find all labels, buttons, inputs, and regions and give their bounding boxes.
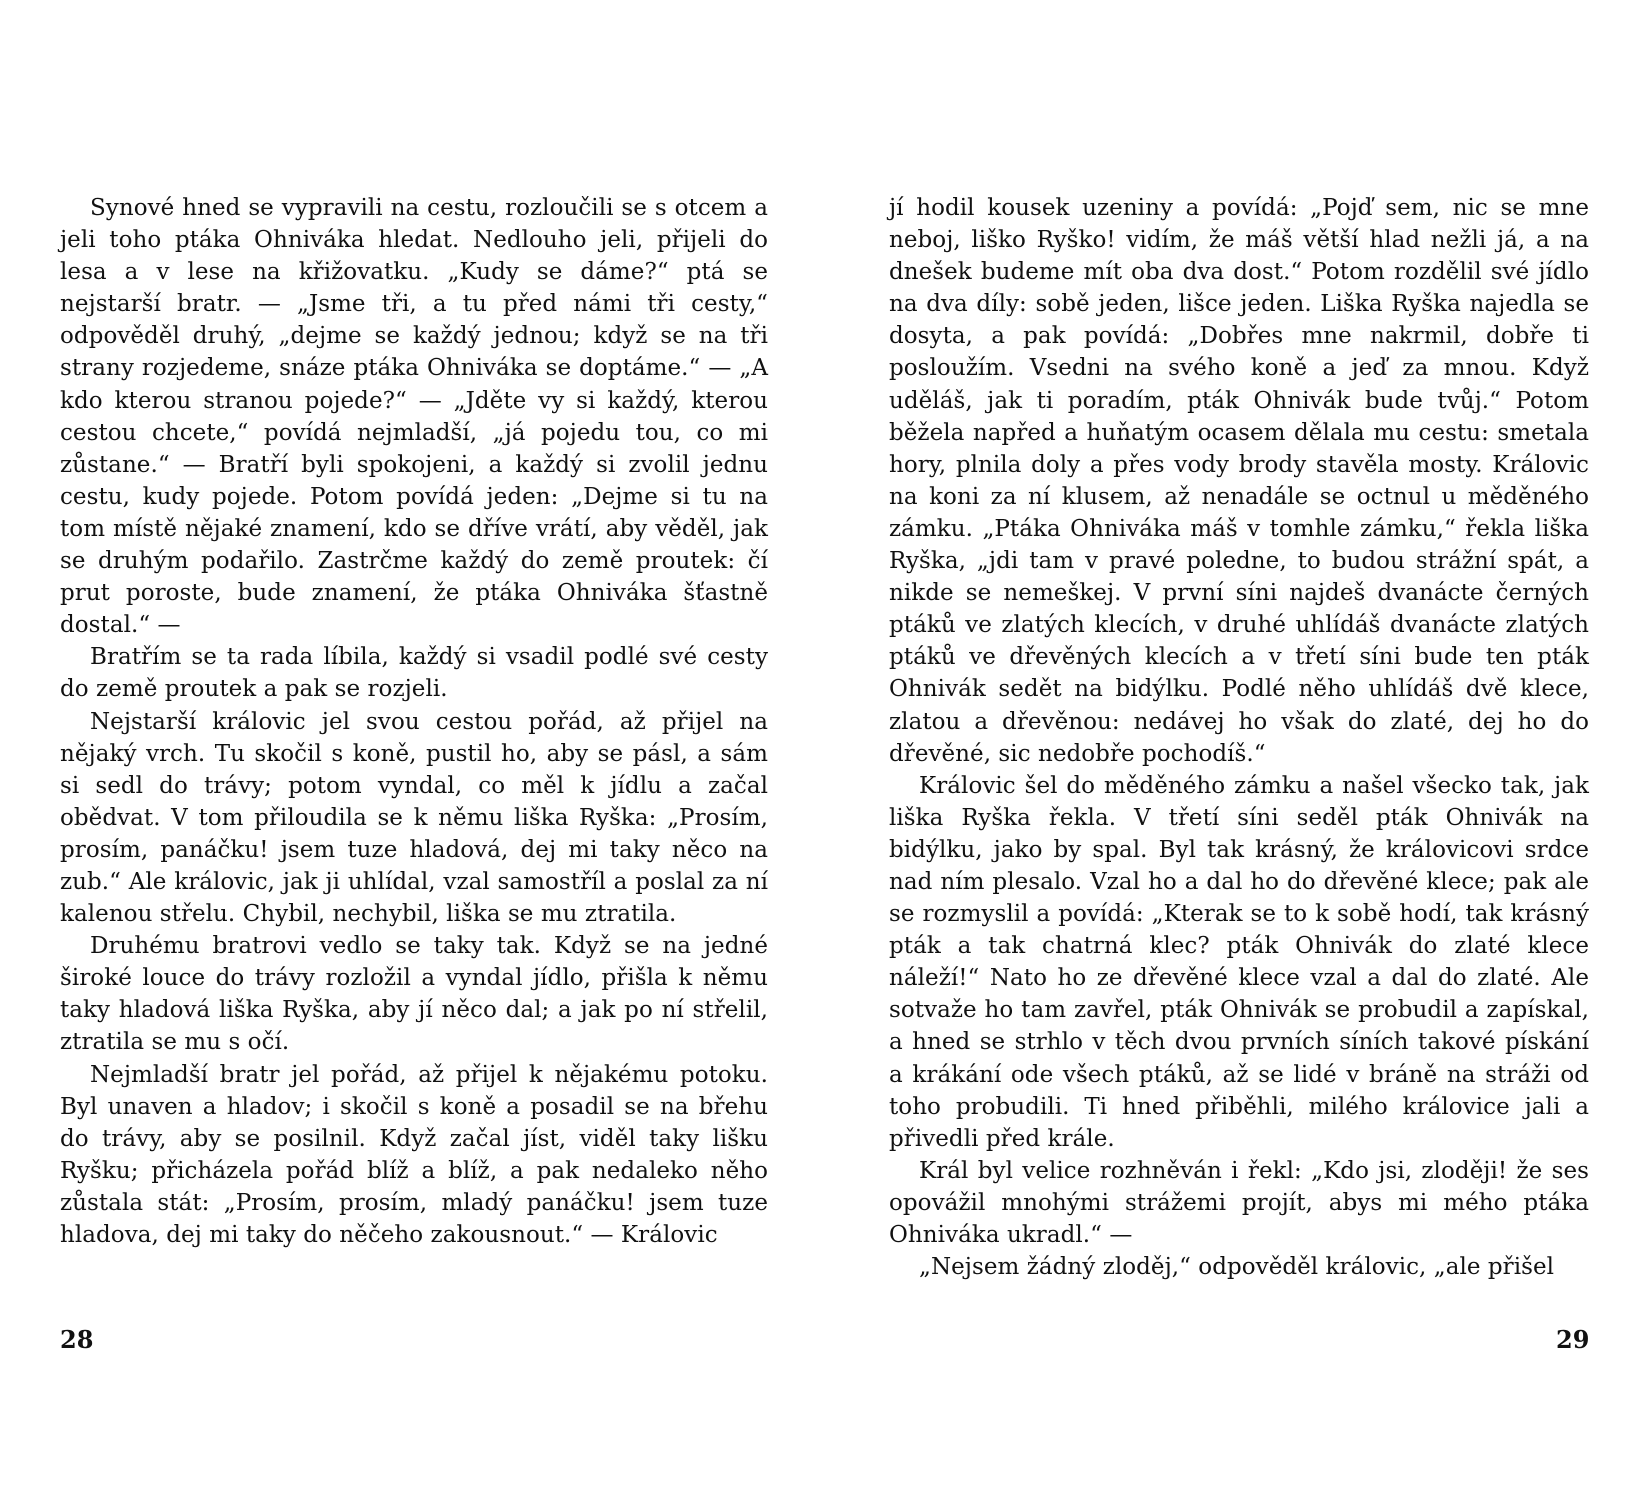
right-paragraph-3: „Nejsem žádný zloděj,“ odpověděl královic, „ale přišel (919, 1254, 1555, 1281)
right-page-text (889, 192, 1589, 1283)
right-paragraph-1: Královic šel do měděného zámku a našel všecko tak, jak liška Ryška řekla. V třetí síni seděl pták Ohnivák na bidýlku, jako by spal. Byl tak krásný, že královicovi srdce nad ním plesalo. Vzal ho a dal ho do dřevěné klece; pak ale se rozmyslil a povídá: „Kterak se to k sobě hodí, tak krásný pták a tak chatrná klec? pták Ohnivák do zlaté klece náleží!“ Nato ho ze dřevěné klece vzal a dal do zlaté. Ale sotvaže ho tam zavřel, pták Ohnivák se probudil a zapískal, a hned se strhlo v těch dvou prvních síních takové pískání a krákání ode všech ptáků, až se lidé v bráně na stráži od toho probudili. Ti hned přiběhli, milého královice jali a přivedli před krále. (889, 772, 1589, 1152)
left-paragraph-3: Nejstarší královic jel svou cestou pořád, až přijel na nějaký vrch. Tu skočil s koně, pustil ho, aby se pásl, a sám si sedl do trávy; potom vyndal, co měl k jídlu a začal obědvat. V tom přiloudila se k němu liška Ryška: „Prosím, prosím, panáčku! jsem tuze hladová, dej mi taky něco na zub.“ Ale královic, jak ji uhlídal, vzal samostříl a poslal za ní kalenou střelu. Chybil, nechybil, liška se mu ztratila. (60, 708, 768, 928)
left-paragraph-5: Nejmladší bratr jel pořád, až přijel k nějakému potoku. Byl unaven a hladov; i skočil s koně a posadil se na břehu do trávy, aby se posilnil. Když začal jíst, viděl taky lišku Ryšku; přicházela pořád blíž a blíž, a pak nedaleko něho zůstala stát: „Prosím, prosím, mladý panáčku! jsem tuze hladova, dej mi taky do něčeho zakousnout.“ — Královic (60, 1061, 768, 1248)
left-paragraph-4: Druhému bratrovi vedlo se taky tak. Když se na jedné široké louce do trávy rozložil a vyndal jídlo, přišla k němu taky hladová liška Ryška, aby jí něco dal; a jak po ní střelil, ztratila se mu s očí. (60, 933, 768, 1056)
right-paragraph-continuation: jí hodil kousek uzeniny a povídá: „Pojď sem, nic se mne neboj, liško Ryško! vidím, že máš větší hlad nežli já, a na dnešek budeme mít oba dva dost.“ Potom rozdělil své jídlo na dva díly: sobě jeden, lišce jeden. Liška Ryška najedla se dosyta, a pak povídá: „Dobřes mne nakrmil, dobře ti posloužím. Vsedni na svého koně a jeď za mnou. Když uděláš, jak ti poradím, pták Ohnivák bude tvůj.“ Potom běžela napřed a huňatým ocasem dělala mu cestu: smetala hory, plnila doly a přes vody brody stavěla mosty. Královic na koni za ní klusem, až nenadále se octnul u měděného zámku. „Ptáka Ohniváka máš v tomhle zámku,“ řekla liška Ryška, „jdi tam v pravé poledne, to budou strážní spát, a nikde se nemeškej. V první síni najdeš dvanácte černých ptáků ve zlatých klecích, v druhé uhlídáš dvanácte zlatých ptáků ve dřevěných klecích a v třetí síni bude ten pták Ohnivák sedět na bidýlku. Podlé něho uhlídáš dvě klece, zlatou a dřevěnou: nedávej ho však do zlaté, dej ho do dřevěné, sic nedobře pochodíš.“ (889, 195, 1589, 767)
page-number-right: 29 (1556, 1325, 1590, 1354)
left-paragraph-1: Synové hned se vypravili na cestu, rozloučili se s otcem a jeli toho ptáka Ohniváka hledat. Nedlouho jeli, přijeli do lesa a v lese na křižovatku. „Kudy se dáme?“ ptá se nejstarší bratr. — „Jsme tři, a tu před námi tři cesty,“ odpověděl druhý, „dejme se každý jednou; když se na tři strany rozjedeme, snáze ptáka Ohniváka se doptáme.“ — „A kdo kterou stranou pojede?“ — „Jděte vy si každý, kterou cestou chcete,“ povídá nejmladší, „já pojedu tou, co mi zůstane.“ — Bratří byli spokojeni, a každý si zvolil jednu cestu, kudy pojede. Potom povídá jeden: „Dejme si tu na tom místě nějaké znamení, kdo se dříve vrátí, aby věděl, jak se druhým podařilo. Zastrčme každý do země proutek: čí prut poroste, bude znamení, že ptáka Ohniváka šťastně dostal.“ — (60, 195, 768, 639)
left-page (60, 192, 768, 1251)
left-paragraph-2: Bratřím se ta rada líbila, každý si vsadil podlé své cesty do země proutek a pak se rozjeli. (60, 644, 768, 703)
right-paragraph-2: Král byl velice rozhněván i řekl: „Kdo jsi, zloději! že ses opovážil mnohými strážemi projít, abys mi mého ptáka Ohniváka ukradl.“ — (889, 1157, 1589, 1248)
right-page (889, 192, 1589, 1283)
page-number-left: 28 (60, 1325, 94, 1354)
left-page-text (60, 192, 768, 1251)
